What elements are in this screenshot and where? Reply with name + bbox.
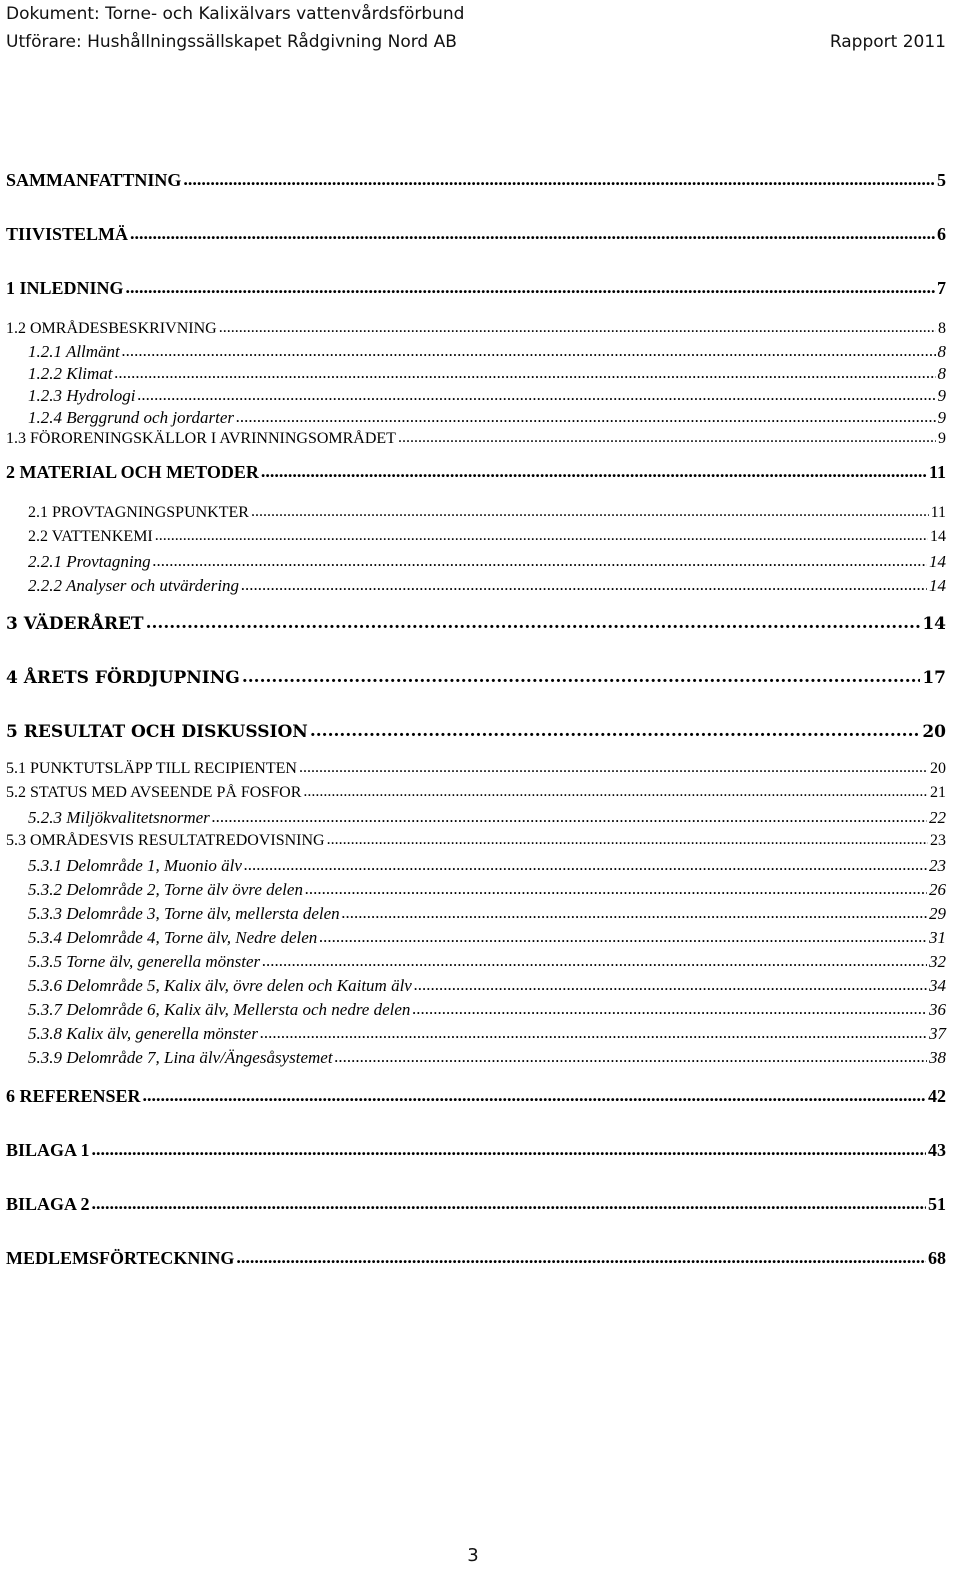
toc-entry-title: TIIVISTELMÄ (6, 224, 129, 244)
header-performer: Utförare: Hushållningssällskapet Rådgivning Nord AB (6, 32, 457, 52)
toc-entry-allmant[interactable] (6, 342, 946, 364)
toc-entry-title: BILAGA 1 (6, 1140, 90, 1160)
toc-entry-page: 22 (929, 808, 946, 827)
header-line-1 (6, 0, 946, 28)
toc-entry-title: 2.2.2 Analyser och utvärdering (28, 576, 240, 595)
toc-entry-page: 37 (929, 1024, 946, 1043)
toc-entry-title: 5.3.6 Delområde 5, Kalix älv, övre delen och Kaitum älv (28, 976, 412, 995)
toc-entry-title: SAMMANFATTNING (6, 170, 182, 190)
toc-entry-inledning[interactable] (6, 278, 946, 300)
toc-entry-status-fosfor[interactable] (6, 784, 946, 806)
toc-entry-delomrade-7[interactable] (6, 1048, 946, 1070)
toc-entry-title: 1.2.1 Allmänt (28, 342, 120, 361)
toc-entry-punktutslapp[interactable] (6, 760, 946, 782)
toc-entry-page: 9 (937, 408, 946, 427)
toc-entry-resultat-och-diskussion[interactable] (6, 722, 946, 744)
toc-entry-title: 5.3.1 Delområde 1, Muonio älv (28, 856, 242, 875)
toc-entry-title: 1.2.3 Hydrologi (28, 386, 136, 405)
toc-entry-page: 17 (922, 668, 946, 688)
toc-entry-title: 5.2 STATUS MED AVSEENDE PÅ FOSFOR (6, 784, 302, 801)
toc-entry-title: 3 VÄDERÅRET (6, 614, 144, 634)
toc-entry-page: 8 (937, 342, 946, 361)
toc-entry-page: 20 (930, 760, 946, 777)
toc-entry-title: 5 RESULTAT OCH DISKUSSION (6, 722, 308, 742)
toc-entry-fororeningskallor[interactable] (6, 430, 946, 452)
toc-entry-referenser[interactable] (6, 1086, 946, 1108)
toc-entry-title: 1.2.2 Klimat (28, 364, 113, 383)
toc-entry-page: 23 (930, 832, 946, 849)
toc-entry-page: 11 (930, 504, 946, 521)
header-report-year: Rapport 2011 (829, 32, 946, 52)
toc-entry-page: 8 (937, 364, 946, 383)
toc-entry-title: BILAGA 2 (6, 1194, 90, 1214)
toc-entry-title: 5.3.2 Delområde 2, Torne älv övre delen (28, 880, 303, 899)
toc-entry-page: 43 (928, 1140, 946, 1160)
toc-entry-delomrade-3[interactable] (6, 904, 946, 926)
toc-entry-material-och-metoder[interactable] (6, 462, 946, 484)
toc-entry-analyser[interactable] (6, 576, 946, 598)
toc-entry-page: 8 (938, 320, 946, 337)
toc-entry-page: 7 (937, 278, 946, 298)
toc-entry-title: 5.1 PUNKTUTSLÄPP TILL RECIPIENTEN (6, 760, 297, 777)
toc-entry-page: 5 (937, 170, 946, 190)
toc-entry-page: 11 (928, 462, 946, 482)
toc-entry-title: 2.2.1 Provtagning (28, 552, 151, 571)
toc-entry-page: 20 (922, 722, 946, 742)
toc-entry-vattenkemi[interactable] (6, 528, 946, 550)
toc-entry-title: 5.3.4 Delområde 4, Torne älv, Nedre delen (28, 928, 318, 947)
toc-entry-omradesvis[interactable] (6, 832, 946, 854)
toc-entry-page: 23 (929, 856, 946, 875)
toc-entry-page: 68 (928, 1248, 946, 1268)
toc-entry-title: 2.2 VATTENKEMI (28, 528, 153, 545)
toc-entry-page: 34 (929, 976, 946, 995)
toc-entry-title: 2 MATERIAL OCH METODER (6, 462, 259, 482)
toc-entry-title: 5.3.8 Kalix älv, generella mönster (28, 1024, 258, 1043)
toc-entry-title: 5.2.3 Miljökvalitetsnormer (28, 808, 210, 827)
toc-entry-page: 9 (937, 386, 946, 405)
toc-entry-page: 6 (937, 224, 946, 244)
toc-entry-page: 9 (938, 430, 946, 447)
toc-entry-delomrade-4[interactable] (6, 928, 946, 950)
toc-entry-bilaga-1[interactable] (6, 1140, 946, 1162)
toc-entry-title: 5.3.3 Delområde 3, Torne älv, mellersta delen (28, 904, 340, 923)
toc-entry-page: 14 (930, 528, 946, 545)
toc-entry-bilaga-2[interactable] (6, 1194, 946, 1216)
toc-entry-title: 4 ÅRETS FÖRDJUPNING (6, 668, 240, 688)
toc-entry-provtagning[interactable] (6, 552, 946, 574)
toc-entry-title: 6 REFERENSER (6, 1086, 141, 1106)
toc-entry-tiivistelma[interactable] (6, 224, 946, 246)
toc-entry-title: 5.3.7 Delområde 6, Kalix älv, Mellersta och nedre delen (28, 1000, 411, 1019)
toc-entry-arets-fordjupning[interactable] (6, 668, 946, 690)
toc-entry-delomrade-6[interactable] (6, 1000, 946, 1022)
page-header (6, 0, 946, 56)
toc-entry-kalix-generella[interactable] (6, 1024, 946, 1046)
toc-entry-title: 1.2.4 Berggrund och jordarter (28, 408, 235, 427)
toc-entry-title: 1 INLEDNING (6, 278, 124, 298)
toc-entry-berggrund[interactable] (6, 408, 946, 430)
header-line-2 (6, 28, 946, 56)
toc-entry-title: 5.3.5 Torne älv, generella mönster (28, 952, 261, 971)
toc-entry-title: 1.2 OMRÅDESBESKRIVNING (6, 320, 217, 337)
toc-entry-title: MEDLEMSFÖRTECKNING (6, 1248, 235, 1268)
toc-entry-page: 42 (928, 1086, 946, 1106)
toc-entry-page: 38 (929, 1048, 946, 1067)
toc-entry-title: 1.3 FÖRORENINGSKÄLLOR I AVRINNINGSOMRÅDET (6, 430, 396, 447)
toc-entry-medlemsforteckning[interactable] (6, 1248, 946, 1270)
toc-entry-page: 31 (929, 928, 946, 947)
toc-entry-page: 51 (928, 1194, 946, 1214)
toc-entry-page: 14 (929, 576, 946, 595)
toc-entry-provtagningspunkter[interactable] (6, 504, 946, 526)
page-number: 3 (467, 1545, 479, 1566)
toc-entry-title: 2.1 PROVTAGNINGSPUNKTER (28, 504, 249, 521)
toc-entry-miljokvalitetsnormer[interactable] (6, 808, 946, 830)
toc-entry-page: 14 (922, 614, 946, 634)
toc-entry-page: 36 (929, 1000, 946, 1019)
toc-entry-sammanfattning[interactable] (6, 170, 946, 192)
toc-entry-page: 32 (929, 952, 946, 971)
toc-entry-page: 14 (929, 552, 946, 571)
toc-entry-omradesbeskrivning[interactable] (6, 320, 946, 342)
toc-entry-page: 21 (930, 784, 946, 801)
header-document: Dokument: Torne- och Kalixälvars vattenvårdsförbund (6, 4, 465, 24)
toc-entry-klimat[interactable] (6, 364, 946, 386)
toc-entry-title: 5.3.9 Delområde 7, Lina älv/Ängesåsystemet (28, 1048, 333, 1067)
toc-entry-page: 29 (929, 904, 946, 923)
toc-entry-hydrologi[interactable] (6, 386, 946, 408)
toc-entry-page: 26 (929, 880, 946, 899)
toc-entry-torne-generella[interactable] (6, 952, 946, 974)
toc-entry-vaderaret[interactable] (6, 614, 946, 636)
toc-entry-delomrade-1[interactable] (6, 856, 946, 878)
toc-entry-title: 5.3 OMRÅDESVIS RESULTATREDOVISNING (6, 832, 325, 849)
toc-entry-delomrade-5[interactable] (6, 976, 946, 998)
toc-entry-delomrade-2[interactable] (6, 880, 946, 902)
